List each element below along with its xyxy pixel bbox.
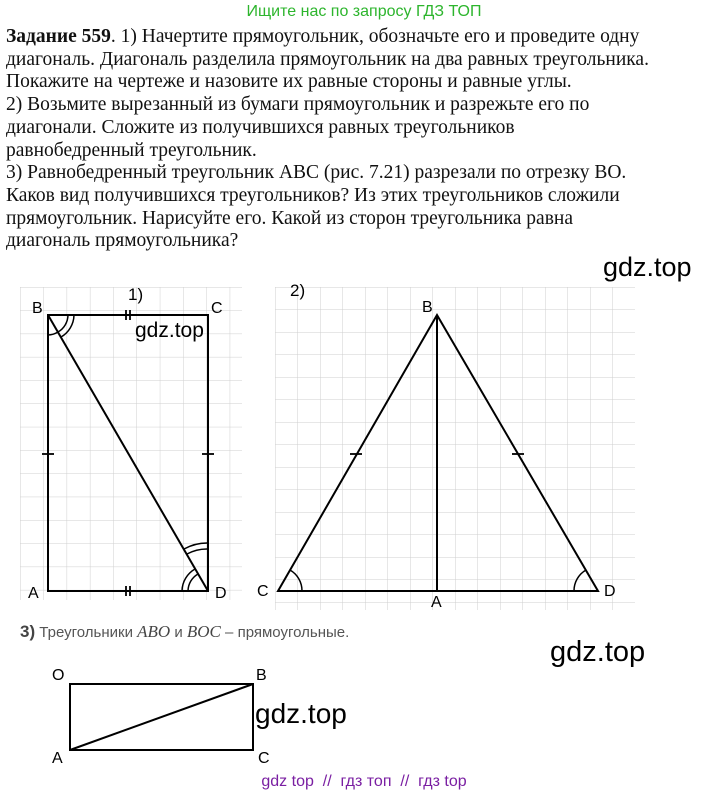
task-line-4: 2) Возьмите вырезанный из бумаги прямоугольник и разрежьте его по bbox=[6, 94, 590, 116]
task-line-3: Покажите на чертеже и назовите их равные стороны и равные углы. bbox=[6, 71, 572, 93]
vertex-label-b-2: B bbox=[422, 299, 433, 316]
vertex-label-a: A bbox=[28, 585, 39, 602]
top-banner[interactable]: Ищите нас по запросу ГДЗ ТОП bbox=[246, 3, 482, 20]
vertex-label-b: B bbox=[32, 300, 43, 317]
task-line-6: равнобедренный треугольник. bbox=[6, 139, 257, 161]
figure-3-caption: 3) Треугольники ABO и BOC – прямоугольные. bbox=[20, 622, 350, 641]
figure-3 bbox=[52, 667, 270, 767]
watermark: gdz.top bbox=[255, 698, 347, 729]
vertex-label-c: C bbox=[211, 300, 223, 317]
task-line-1: Задание 559. 1) Начертите прямоугольник, обозначьте его и проведите одну bbox=[6, 26, 640, 47]
vertex-label-d-2: D bbox=[604, 583, 616, 600]
vertex-label-a-3: A bbox=[52, 750, 63, 767]
task-line-7: 3) Равнобедренный треугольник ABC (рис. 7.21) разрезали по отрезку BO. bbox=[6, 162, 627, 184]
diagonal-ab bbox=[70, 684, 253, 750]
watermark: gdz.top bbox=[135, 319, 204, 342]
vertex-label-c-2: C bbox=[257, 583, 269, 600]
vertex-label-b-3: B bbox=[256, 667, 267, 684]
figure-1-number: 1) bbox=[128, 285, 144, 304]
task-line-5: диагонали. Сложите из получившихся равных треугольников bbox=[6, 116, 515, 138]
figure-2 bbox=[257, 281, 635, 611]
task-line-10: диагональ прямоугольника? bbox=[6, 230, 239, 252]
task-label: Задание 559 bbox=[6, 26, 111, 47]
footer-links[interactable]: gdz top // гдз топ // гдз top bbox=[261, 773, 467, 790]
figure-2-number: 2) bbox=[290, 281, 306, 300]
vertex-label-c-3: C bbox=[258, 750, 270, 767]
vertex-label-a-2: A bbox=[431, 594, 442, 611]
vertex-label-o-3: O bbox=[52, 667, 65, 684]
task-line-9: прямоугольник. Нарисуйте его. Какой из сторон треугольника равна bbox=[6, 207, 573, 229]
task-line-2: диагональ. Диагональ разделила прямоугольник на два равных треугольника. bbox=[6, 48, 649, 70]
task-line-8: Каков вид получившихся треугольников? Из этих треугольников сложили bbox=[6, 184, 620, 206]
watermark: gdz.top bbox=[603, 252, 692, 282]
watermark: gdz.top bbox=[550, 636, 646, 668]
figure-1 bbox=[20, 285, 242, 602]
vertex-label-d: D bbox=[215, 585, 227, 602]
